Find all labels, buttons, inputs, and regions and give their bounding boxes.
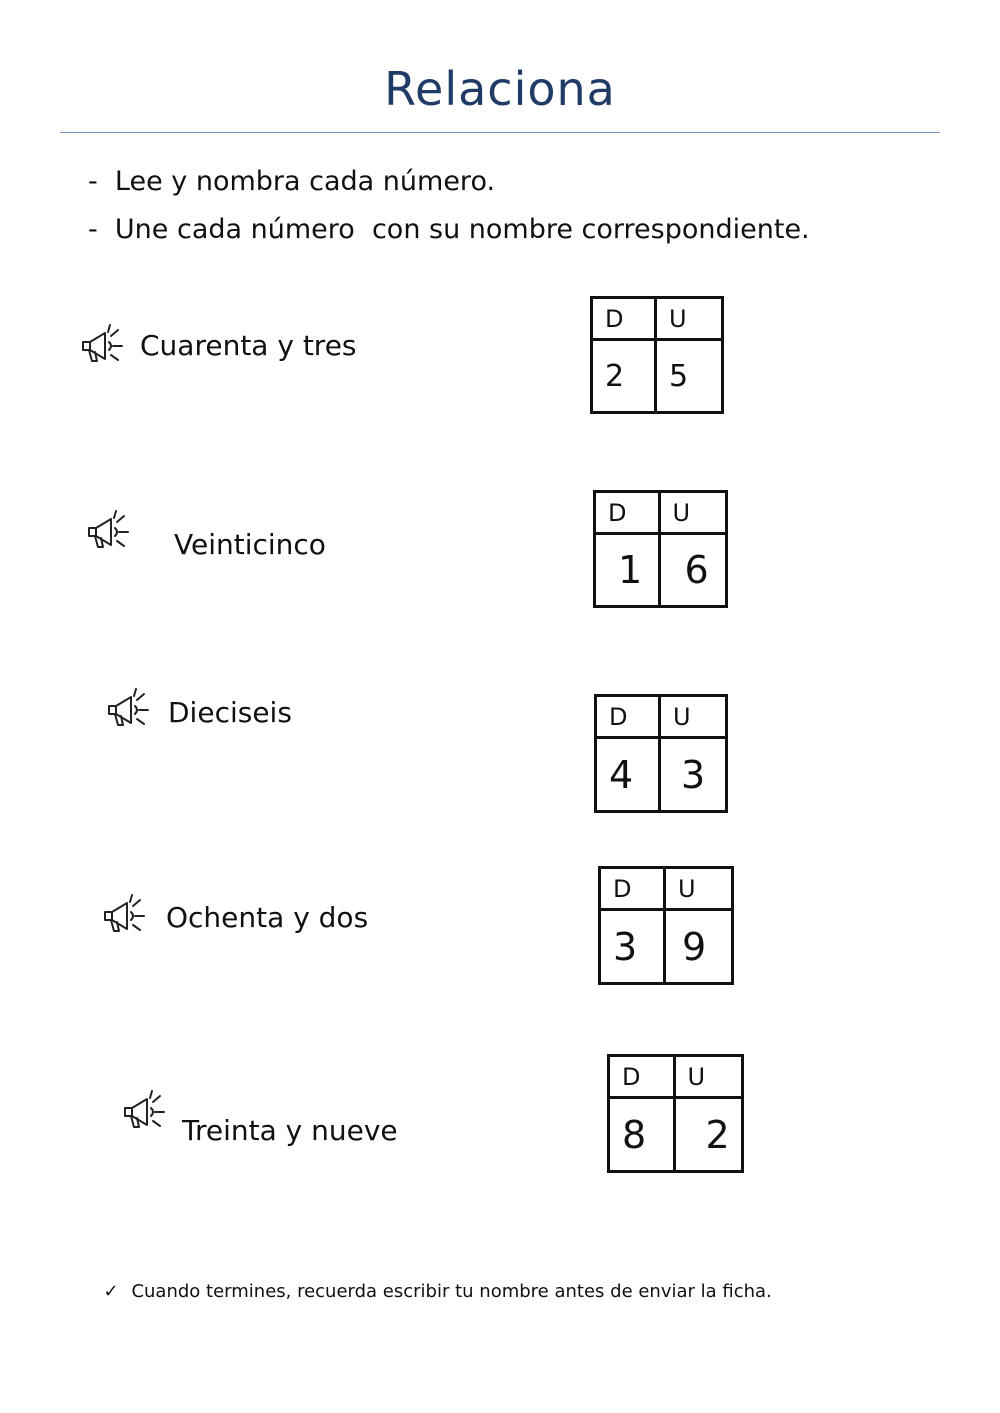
tens-header: D xyxy=(596,493,661,535)
word-row-2[interactable] xyxy=(84,500,326,561)
word-label: Veinticinco xyxy=(174,528,326,561)
word-label: Treinta y nueve xyxy=(182,1114,398,1147)
word-row-3[interactable] xyxy=(104,686,292,732)
units-header: U xyxy=(676,1057,742,1099)
tens-header: D xyxy=(597,697,661,739)
word-row-5[interactable] xyxy=(120,1074,398,1147)
units-header: U xyxy=(666,869,731,911)
title-divider xyxy=(60,132,940,133)
megaphone-icon[interactable] xyxy=(100,892,148,938)
number-box-1[interactable] xyxy=(590,296,724,414)
units-digit: 3 xyxy=(681,752,706,797)
tens-digit: 2 xyxy=(593,341,657,411)
footer-note-text: Cuando termines, recuerda escribir tu nombre antes de enviar la ficha. xyxy=(131,1281,772,1302)
word-label: Ochenta y dos xyxy=(166,900,369,934)
megaphone-icon[interactable] xyxy=(78,322,126,368)
instruction-1: - Lee y nombra cada número. xyxy=(88,166,496,197)
tens-header: D xyxy=(593,299,657,341)
tens-header: D xyxy=(601,869,666,911)
tens-digit: 3 xyxy=(601,911,666,982)
word-row-4[interactable] xyxy=(100,892,368,938)
units-digit: 9 xyxy=(682,924,707,969)
units-header: U xyxy=(661,697,725,739)
tens-digit: 1 xyxy=(596,535,661,605)
number-box-2[interactable] xyxy=(593,490,728,608)
units-header: U xyxy=(657,299,721,341)
number-box-3[interactable] xyxy=(594,694,728,813)
number-box-4[interactable] xyxy=(598,866,734,985)
footer-note xyxy=(92,1260,772,1302)
instruction-2: - Une cada número con su nombre correspondiente. xyxy=(88,214,810,245)
word-label: Cuarenta y tres xyxy=(140,328,357,362)
units-digit: 5 xyxy=(669,358,689,394)
page-title: Relaciona xyxy=(384,62,616,116)
word-label: Dieciseis xyxy=(168,695,292,729)
megaphone-icon[interactable] xyxy=(84,508,132,554)
word-row-1[interactable] xyxy=(78,322,357,368)
units-digit: 2 xyxy=(705,1112,730,1157)
units-digit: 6 xyxy=(684,548,709,592)
check-icon: ✓ xyxy=(103,1281,119,1302)
megaphone-icon[interactable] xyxy=(120,1088,168,1134)
tens-header: D xyxy=(610,1057,676,1099)
megaphone-icon[interactable] xyxy=(104,686,152,732)
number-box-5[interactable] xyxy=(607,1054,744,1173)
units-header: U xyxy=(661,493,726,535)
tens-digit: 4 xyxy=(597,739,661,810)
tens-digit: 8 xyxy=(610,1099,676,1170)
